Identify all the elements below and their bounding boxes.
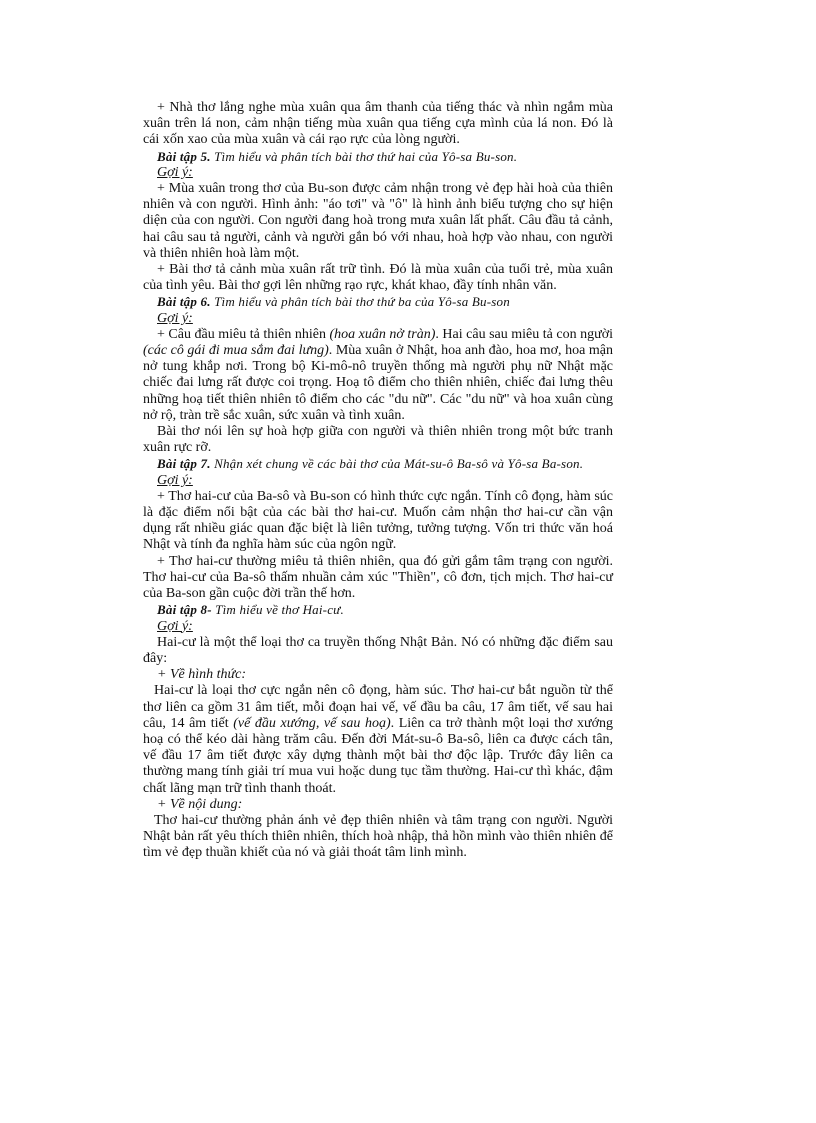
exercise-title: Tìm hiểu về thơ Hai-cư. bbox=[211, 602, 344, 618]
paragraph: + Bài thơ tả cảnh mùa xuân rất trữ tình. Đó là mùa xuân của tuổi trẻ, mùa xuân của tình yêu. Bài thơ gợi lên những rạo rực, khát khao, đầy tính nhân văn. bbox=[143, 262, 613, 294]
document-page bbox=[143, 100, 613, 862]
paragraph: + Mùa xuân trong thơ của Bu-son được cảm nhận trong vẻ đẹp hài hoà của thiên nhiên và con người. Hình ảnh: "áo tơi" và "ô" là hình ảnh biểu tượng cho sự hiện diện của con người. Con người đang hoà trong mưa xuân lất phất. Câu đầu tả cảnh, hai câu sau tả người, cảnh và người gắn bó với nhau, hoà hợp vào nhau, con người và thiên nhiên hoà làm một. bbox=[143, 181, 613, 261]
exercise-label: Bài tập 5. bbox=[157, 148, 211, 164]
text-run: . Liên ca trở thành một loại thơ xướng hoạ có thể kéo dài hàng trăm câu. Đến đời Mát-su-ô Ba-sô, liên ca được cách tân, vế đầu 17 âm tiết được xây dựng thành một bài thơ độc lập. Trước đây liên ca thường mang tính giải trí mua vui hoặc dung tục tầm thường. Hai-cư thì khác, đậm chất lãng mạn trữ tình thanh thoát. bbox=[143, 715, 613, 796]
exercise-heading-6 bbox=[143, 294, 613, 310]
subheading-content: + Về nội dung: bbox=[157, 796, 243, 812]
italic-run: (hoa xuân nở tràn) bbox=[329, 326, 436, 342]
paragraph: Thơ hai-cư thường phản ánh vẻ đẹp thiên nhiên và tâm trạng con người. Người Nhật bản rất yêu thích thiên nhiên, thích hoà nhập, thả hồn mình vào thiên nhiên để tìm vẻ đẹp thuần khiết của nó và giải thoát tâm linh mình. bbox=[143, 812, 613, 861]
paragraph bbox=[143, 327, 613, 424]
italic-run: (các cô gái đi mua sắm đai lưng) bbox=[143, 343, 329, 359]
text-run: Hai-cư là loại thơ cực ngắn nên cô đọng, hàm súc. Thơ hai-cư bắt nguồn từ thể thơ liên ca gồm 31 âm tiết, mỗi đoạn hai vế, vế đầu ba câu, 17 âm tiết, vế sau hai câu, 14 âm tiết bbox=[143, 683, 613, 731]
hint-label: Gợi ý: bbox=[157, 164, 193, 180]
exercise-heading-8 bbox=[143, 602, 613, 618]
paragraph bbox=[143, 683, 613, 796]
hint-label: Gợi ý: bbox=[157, 310, 193, 326]
text-run: . Hai câu sau miêu tả con người bbox=[435, 326, 614, 342]
subheading-form: + Về hình thức: bbox=[157, 667, 247, 683]
paragraph: + Thơ hai-cư thường miêu tả thiên nhiên, qua đó gửi gắm tâm trạng con người. Thơ hai-cư của Ba-sô thấm nhuần cảm xúc "Thiền", cô đơn, tịch mịch. Thơ hai-cư của Ba-son gần cuộc đời trần thế hơn. bbox=[143, 553, 613, 602]
exercise-label: Bài tập 8- bbox=[157, 602, 212, 618]
italic-run: (vế đầu xướng, vế sau hoạ) bbox=[233, 715, 391, 731]
hint-label: Gợi ý: bbox=[157, 618, 193, 634]
exercise-heading-5 bbox=[143, 149, 613, 165]
exercise-title: Tìm hiểu và phân tích bài thơ thứ ba của Yô-sa Bu-son bbox=[210, 294, 510, 310]
exercise-title: Tìm hiểu và phân tích bài thơ thứ hai của Yô-sa Bu-son. bbox=[210, 148, 518, 164]
paragraph: + Thơ hai-cư của Ba-sô và Bu-son có hình thức cực ngắn. Tính cô đọng, hàm súc là đặc điểm nổi bật của các bài thơ hai-cư. Muốn cảm nhận thơ hai-cư cần vận dụng rất nhiều giác quan đặc biệt là liên tưởng, tưởng tượng. Vốn tri thức văn hoá Nhật và tính đa nghĩa hàm súc của ngôn ngữ. bbox=[143, 488, 613, 553]
exercise-label: Bài tập 6. bbox=[157, 294, 211, 310]
paragraph: Bài thơ nói lên sự hoà hợp giữa con người và thiên nhiên trong một bức tranh xuân rực rỡ. bbox=[143, 424, 613, 456]
exercise-label: Bài tập 7. bbox=[157, 456, 211, 472]
paragraph: Hai-cư là một thể loại thơ ca truyền thống Nhật Bản. Nó có những đặc điểm sau đây: bbox=[143, 634, 613, 666]
hint-label: Gợi ý: bbox=[157, 472, 193, 488]
paragraph: + Nhà thơ lắng nghe mùa xuân qua âm thanh của tiếng thác và nhìn ngắm mùa xuân trên lá non, cảm nhận tiếng mùa xuân qua tiếng cựa mình của lá non. Đó là cái xốn xao của mùa xuân và cái rạo rực của lòng người. bbox=[143, 100, 613, 148]
text-run: . Mùa xuân ở Nhật, hoa anh đào, hoa mơ, hoa mận nở tung khắp nơi. Trong bộ Ki-mô-nô truyền thống mà người phụ nữ Nhật mặc chiếc đai lưng rất được coi trọng. Hoạ tô điểm cho thiên nhiên, chiếc đai lưng thêu những hoạ tiết thiên nhiên tô điểm cho các "du nữ". Các "du nữ" và hoa xuân cùng nở rộ, tràn trề sắc xuân, sức xuân và tình xuân. bbox=[143, 343, 613, 423]
exercise-title: Nhận xét chung về các bài thơ của Mát-su-ô Ba-sô và Yô-sa Ba-son. bbox=[210, 456, 584, 472]
text-run: + Câu đầu miêu tả thiên nhiên bbox=[157, 326, 330, 342]
exercise-heading-7 bbox=[143, 456, 613, 472]
